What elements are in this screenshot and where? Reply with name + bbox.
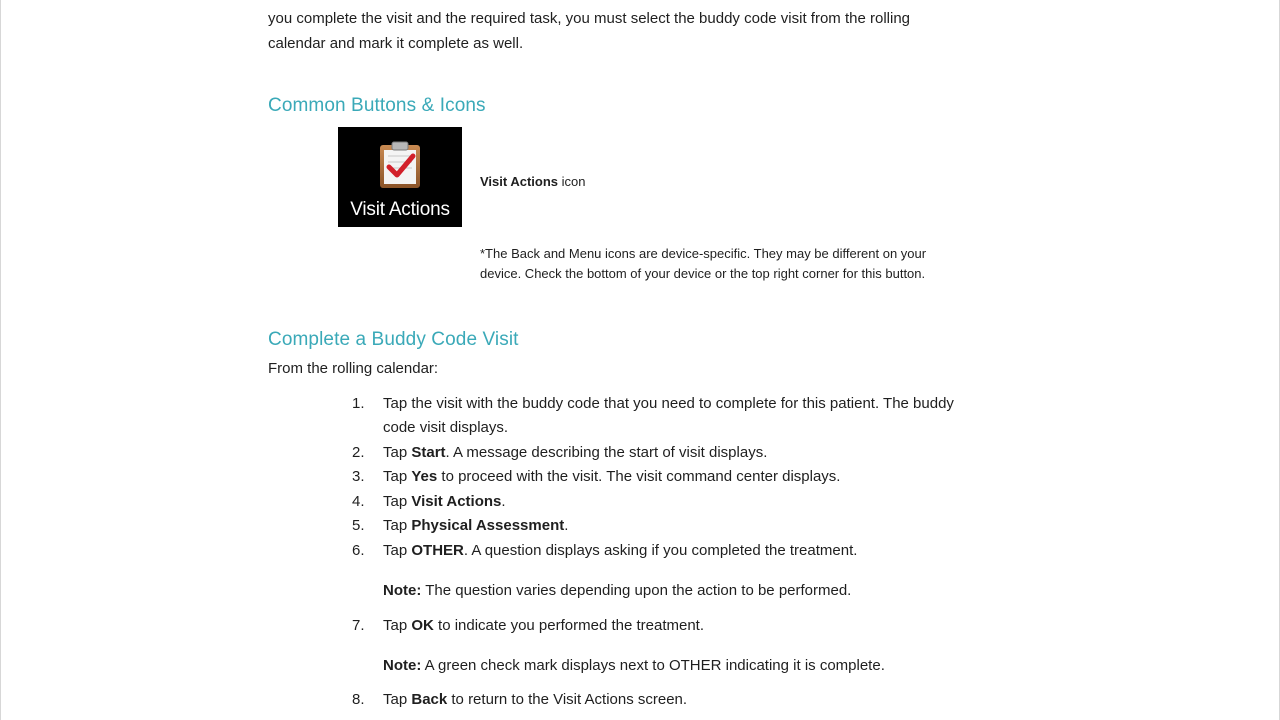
step-text: . [501,493,506,510]
intro-line: you complete the visit and the required task, you must select the buddy code visit from the rolling [268,10,910,27]
list-item [352,441,1032,465]
step-text: Tap [383,691,412,708]
step-text: Tap the visit with the buddy code that you need to complete for this patient. The buddy [383,395,954,412]
list-item [352,465,1032,489]
icon-description [480,174,586,189]
note-text: The question varies depending upon the action to be performed. [421,582,852,599]
step-bold: Visit Actions [411,493,502,510]
step-text: to indicate you performed the treatment. [433,617,705,634]
from-line: From the rolling calendar: [268,360,439,377]
step-bold: OK [411,617,434,634]
step-text: Tap [383,468,412,485]
step-number: 8. [352,691,365,708]
note [383,657,885,674]
step-bold: Start [411,444,446,461]
step-text: . A message describing the start of visit displays. [445,444,768,461]
list-item [352,614,1032,638]
footnote [480,244,1020,284]
step-number: 6. [352,542,365,559]
list-item [352,392,1032,416]
step-number: 5. [352,517,365,534]
intro-line: calendar and mark it complete as well. [268,35,524,52]
step-number: 3. [352,468,365,485]
list-item-continuation [352,416,1032,440]
step-text: Tap [383,517,412,534]
icon-desc-rest: icon [558,174,586,189]
note [383,582,851,599]
list-item [352,539,1032,563]
step-text: . [564,517,569,534]
step-bold: Back [411,691,448,708]
step-number: 2. [352,444,365,461]
page-edge-left [0,0,1,720]
visit-actions-icon-image [338,127,462,227]
note-label: Note: [383,582,422,599]
step-text: Tap [383,617,412,634]
note-label: Note: [383,657,422,674]
step-text: . A question displays asking if you completed the treatment. [463,542,858,559]
list-item [352,514,1032,538]
icon-caption: Visit Actions [350,199,450,220]
clipboard-check-icon [379,141,421,189]
section-heading-common-buttons: Common Buttons & Icons [268,95,486,116]
step-number: 4. [352,493,365,510]
step-text: Tap [383,542,412,559]
intro-paragraph [268,6,1008,56]
step-bold: Physical Assessment [411,517,565,534]
list-item [352,490,1032,514]
step-bold: OTHER [411,542,464,559]
step-text: Tap [383,493,412,510]
step-number: 7. [352,617,365,634]
step-bold: Yes [411,468,438,485]
note-text: A green check mark displays next to OTHER indicating it is complete. [421,657,885,674]
step-text: Tap [383,444,412,461]
footnote-line: device. Check the bottom of your device or the top right corner for this button. [480,266,926,281]
step-text: code visit displays. [383,419,509,436]
section-heading-buddy-code: Complete a Buddy Code Visit [268,329,519,350]
step-text: to return to the Visit Actions screen. [447,691,688,708]
icon-desc-bold: Visit Actions [480,174,559,189]
step-text: to proceed with the visit. The visit command center displays. [437,468,841,485]
list-item [352,688,1032,712]
step-number: 1. [352,395,365,412]
footnote-line: *The Back and Menu icons are device-specific. They may be different on your [480,246,927,261]
